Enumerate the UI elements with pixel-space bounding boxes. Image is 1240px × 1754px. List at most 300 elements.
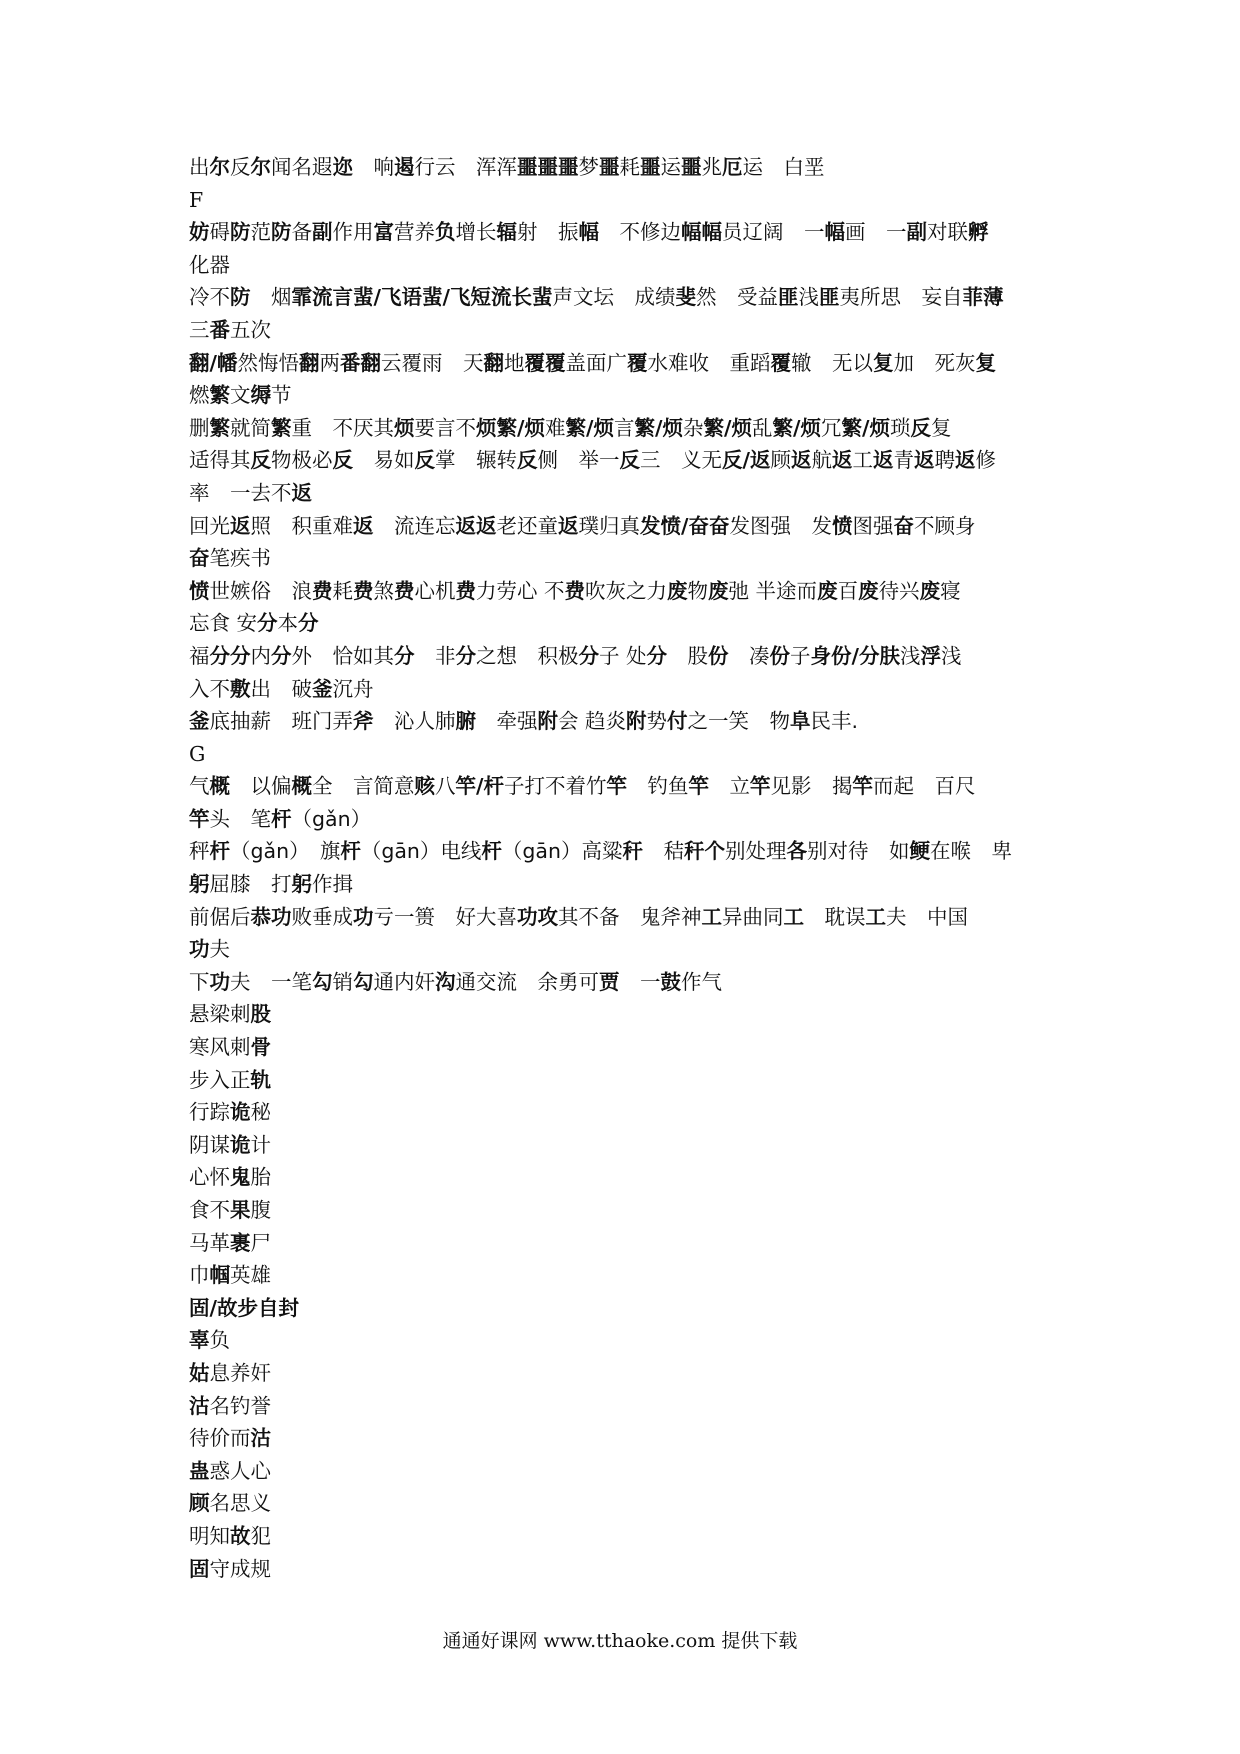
emphasized-char: 翻/幡	[189, 350, 238, 375]
text-segment: 不修边	[599, 220, 681, 245]
text-segment: 备	[291, 220, 312, 245]
text-segment: 笔疾书	[209, 546, 271, 571]
emphasized-char: 防	[271, 220, 292, 245]
text-segment: 兆	[701, 155, 722, 179]
text-line	[189, 1259, 1069, 1292]
text-line	[189, 1129, 1069, 1162]
text-segment: 亏一篑 好大喜	[373, 904, 517, 929]
text-segment: 夷所思 妄自	[839, 285, 963, 310]
text-segment: 冗	[821, 415, 842, 440]
text-segment: 惑人心	[209, 1458, 271, 1483]
emphasized-char: 愤	[832, 513, 853, 538]
text-segment: 百	[837, 578, 859, 603]
text-segment: 心机	[414, 578, 456, 603]
emphasized-char: 蛊	[189, 1458, 210, 1483]
text-segment: 福	[189, 643, 210, 668]
emphasized-char: 腑	[455, 709, 476, 734]
emphasized-char: 尔	[250, 155, 271, 179]
text-segment: （gǎn） 旗	[230, 839, 341, 864]
text-segment: 待价而	[189, 1426, 251, 1451]
text-segment: 英雄	[230, 1263, 271, 1288]
emphasized-char: 翻	[299, 350, 320, 375]
text-segment: 而起 百尺	[873, 774, 976, 799]
text-segment: 计	[250, 1132, 271, 1157]
text-line	[189, 901, 1069, 934]
section-letter	[189, 738, 1069, 771]
text-segment: 碍	[209, 220, 230, 245]
emphasized-char: 杆	[481, 839, 502, 864]
emphasized-char: 返	[955, 448, 976, 473]
text-segment: 步入正	[189, 1067, 251, 1092]
text-segment: 难	[545, 415, 566, 440]
text-segment: 非	[414, 643, 456, 668]
emphasized-char: 繁/烦	[634, 415, 683, 440]
emphasized-char: 固/故步自封	[189, 1295, 299, 1320]
emphasized-char: 覆覆	[524, 350, 566, 375]
footer-url[interactable]: www.tthaoke.com	[543, 1630, 716, 1652]
text-segment: 异曲同	[722, 904, 784, 929]
text-segment: 心怀	[189, 1165, 230, 1190]
text-segment: 巾	[189, 1263, 210, 1288]
emphasized-char: 厄	[722, 155, 743, 179]
emphasized-char: 霏流言蜚/飞语蜚/飞短流长蜚	[291, 285, 553, 310]
emphasized-char: 工	[865, 904, 886, 929]
text-line	[189, 249, 1069, 282]
text-segment: 梦	[578, 155, 599, 179]
emphasized-char: 杆	[340, 839, 361, 864]
text-segment: 之想 积极	[476, 643, 579, 668]
text-line	[189, 1422, 1069, 1455]
emphasized-char: 复	[975, 350, 996, 375]
text-segment: 世嫉俗 浪	[209, 578, 312, 603]
text-line	[189, 444, 1069, 477]
text-segment: 浅	[798, 285, 819, 310]
emphasized-char: 妨	[189, 220, 210, 245]
text-line	[189, 1227, 1069, 1260]
text-segment: 聘	[934, 448, 955, 473]
text-line	[189, 1096, 1069, 1129]
emphasized-char: 故	[230, 1523, 251, 1548]
text-segment: 物	[687, 578, 709, 603]
emphasized-char: 反	[517, 448, 538, 473]
emphasized-char: 斧	[353, 709, 374, 734]
emphasized-char: 繁/烦	[772, 415, 821, 440]
page-footer	[0, 1626, 1240, 1656]
emphasized-char: 废	[858, 578, 879, 603]
text-segment: 航	[811, 448, 832, 473]
text-segment: 沉舟	[332, 676, 374, 701]
emphasized-char: 幅幅	[681, 220, 722, 245]
text-line	[189, 966, 1069, 999]
emphasized-char: 废	[919, 578, 941, 603]
text-segment: 水难收 重蹈	[647, 350, 771, 375]
text-segment: 名思义	[209, 1491, 271, 1516]
text-line	[189, 281, 1069, 314]
text-segment: 两	[319, 350, 340, 375]
emphasized-char: 概	[291, 774, 312, 799]
text-segment: 气	[189, 774, 210, 799]
emphasized-char: 恭功	[250, 904, 292, 929]
text-line	[189, 1357, 1069, 1390]
emphasized-char: 返	[832, 448, 853, 473]
text-segment: 易如	[353, 448, 415, 473]
text-segment: 要言不	[414, 415, 476, 440]
text-segment: 璞归真	[578, 513, 640, 538]
emphasized-char: 繁	[209, 383, 230, 408]
text-segment: 立	[709, 774, 750, 799]
text-segment: 子打不着竹	[504, 774, 607, 799]
text-segment: 全 言简意	[312, 774, 415, 799]
text-segment: 屈膝 打	[209, 872, 292, 897]
emphasized-char: 沽	[250, 1426, 271, 1451]
emphasized-char: 噩	[640, 155, 661, 179]
text-segment: 耗	[332, 578, 353, 603]
emphasized-char: 秆个	[683, 839, 725, 864]
emphasized-char: 躬	[189, 872, 210, 897]
emphasized-char: 功攻	[517, 904, 558, 929]
emphasized-char: 功	[189, 937, 210, 962]
text-line	[189, 314, 1069, 347]
emphasized-char: 勾	[312, 969, 333, 994]
emphasized-char: 分	[271, 643, 292, 668]
emphasized-char: 废	[817, 578, 838, 603]
emphasized-char: 繁/烦	[565, 415, 614, 440]
emphasized-char: 勾	[353, 969, 374, 994]
text-segment: 胎	[250, 1165, 271, 1190]
emphasized-char: 敷	[230, 676, 251, 701]
text-segment: 重 不厌其	[291, 415, 394, 440]
text-segment: 青	[893, 448, 914, 473]
emphasized-char: 废	[667, 578, 688, 603]
emphasized-char: 帼	[209, 1263, 230, 1288]
emphasized-char: 躬	[291, 872, 312, 897]
emphasized-char: 反	[619, 448, 640, 473]
emphasized-char: 分	[257, 611, 278, 636]
text-segment: 增长	[455, 220, 497, 245]
emphasized-char: 诡	[230, 1100, 251, 1125]
emphasized-char: 返	[291, 480, 312, 505]
text-line	[189, 835, 1069, 868]
text-segment: 夫 中国	[886, 904, 968, 929]
emphasized-char: 翻	[483, 350, 504, 375]
emphasized-char: 噩	[681, 155, 702, 179]
emphasized-char: 秆	[622, 839, 643, 864]
text-segment: 辙 无以	[791, 350, 873, 375]
text-segment: 三	[189, 317, 210, 342]
emphasized-char: 附	[626, 709, 647, 734]
emphasized-char: 工	[701, 904, 722, 929]
text-segment: 下	[189, 969, 210, 994]
text-segment: 阴谋	[189, 1132, 230, 1157]
text-segment: 秸	[642, 839, 684, 864]
text-segment: 一	[619, 969, 661, 994]
text-line	[189, 1553, 1069, 1586]
text-segment: 冷不	[189, 285, 230, 310]
text-segment: 盖面广	[565, 350, 627, 375]
emphasized-char: 工	[783, 904, 804, 929]
text-segment: 行踪	[189, 1100, 230, 1125]
text-segment: 作气	[681, 969, 722, 994]
text-segment: 秤	[189, 839, 210, 864]
emphasized-char: 返	[873, 448, 894, 473]
text-line	[189, 542, 1069, 575]
emphasized-char: 副	[906, 220, 927, 245]
text-segment: 守成规	[209, 1556, 271, 1581]
emphasized-char: 固	[189, 1556, 210, 1581]
emphasized-char: 奋	[893, 513, 914, 538]
text-segment: 修	[975, 448, 996, 473]
emphasized-char: 愤	[189, 578, 210, 603]
text-segment: （gān）高粱	[501, 839, 623, 864]
text-segment: 老还童	[496, 513, 558, 538]
emphasized-char: 辐	[496, 220, 517, 245]
emphasized-char: 分	[578, 643, 599, 668]
emphasized-char: 孵	[968, 220, 989, 245]
text-line	[189, 998, 1069, 1031]
emphasized-char: 幅	[578, 220, 599, 245]
text-segment: 回光	[189, 513, 230, 538]
emphasized-char: 釜	[312, 676, 333, 701]
text-line	[189, 412, 1069, 445]
text-segment: 头 笔	[209, 806, 271, 831]
text-line	[189, 933, 1069, 966]
section-letter	[189, 184, 1069, 217]
text-line	[189, 151, 1069, 184]
text-segment: 子 处	[599, 643, 647, 668]
text-segment: 食不	[189, 1198, 230, 1222]
emphasized-char: 鼓	[660, 969, 681, 994]
emphasized-char: 沽	[189, 1393, 210, 1418]
emphasized-char: 贾	[599, 969, 620, 994]
text-segment: 照 积重难	[250, 513, 353, 538]
emphasized-char: 副	[312, 220, 333, 245]
emphasized-char: 返	[791, 448, 812, 473]
emphasized-char: 返	[914, 448, 935, 473]
text-segment: 行云 浑浑	[414, 155, 517, 179]
text-segment: 出	[189, 155, 210, 179]
emphasized-char: 反	[414, 448, 435, 473]
text-segment: 悬梁刺	[189, 1002, 251, 1027]
text-segment: 不顾身	[914, 513, 976, 538]
text-segment: 其不备 鬼斧神	[558, 904, 702, 929]
text-line	[189, 1292, 1069, 1325]
text-line	[189, 705, 1069, 738]
text-segment: 忘食 安	[189, 611, 258, 636]
emphasized-char: 概	[209, 774, 230, 799]
text-segment: 节	[271, 383, 292, 408]
text-segment: 作揖	[312, 872, 353, 897]
text-segment: 沁人肺	[373, 709, 456, 734]
text-segment: 响	[353, 155, 394, 179]
text-segment: 弛 半途而	[728, 578, 818, 603]
text-segment: 五次	[230, 317, 271, 342]
text-segment: 耽误	[804, 904, 866, 929]
text-segment: 画 一	[845, 220, 907, 245]
text-segment: 势	[646, 709, 668, 734]
text-segment: 浅	[900, 643, 921, 668]
emphasized-char: 份	[769, 643, 791, 668]
emphasized-char: 股	[250, 1002, 271, 1027]
emphasized-char: 返	[558, 513, 579, 538]
text-segment: 对联	[927, 220, 968, 245]
text-line	[189, 770, 1069, 803]
text-segment: 底抽薪 班门弄	[209, 709, 353, 734]
emphasized-char: 返	[230, 513, 251, 538]
footer-site-name: 通通好课网	[442, 1630, 538, 1652]
text-segment: 寒风刺	[189, 1035, 251, 1060]
emphasized-char: 竿	[606, 774, 627, 799]
text-segment: 尸	[250, 1230, 271, 1255]
text-segment: 侧 举一	[537, 448, 620, 473]
text-segment: 之一笑 物	[687, 709, 791, 734]
emphasized-char: 斐	[675, 285, 696, 310]
emphasized-char: 杆	[209, 839, 230, 864]
text-segment: 图强	[852, 513, 894, 538]
emphasized-char: 竿/杆	[455, 774, 504, 799]
text-line	[189, 868, 1069, 901]
text-segment: 前倨后	[189, 904, 251, 929]
text-line	[189, 379, 1069, 412]
footer-suffix: 提供下载	[721, 1630, 798, 1652]
emphasized-char: 烦繁/烦	[476, 415, 545, 440]
emphasized-char: 反	[910, 415, 931, 440]
text-segment: 八	[435, 774, 456, 799]
emphasized-char: 釜	[189, 709, 210, 734]
emphasized-char: 反/返	[722, 448, 771, 473]
text-segment: 息养奸	[209, 1360, 271, 1385]
emphasized-char: 繁	[271, 415, 292, 440]
text-segment: 适得其	[189, 448, 251, 473]
emphasized-char: 防	[230, 220, 251, 245]
text-segment: 腹	[250, 1198, 271, 1222]
text-segment: 燃	[189, 383, 210, 408]
text-segment: 股	[667, 643, 709, 668]
emphasized-char: 分	[455, 643, 476, 668]
document-body	[189, 151, 1069, 1585]
emphasized-char: 分分	[209, 643, 251, 668]
text-segment: 民丰.	[810, 709, 859, 734]
text-line	[189, 673, 1069, 706]
text-segment: 掌 辗转	[435, 448, 517, 473]
text-segment: G	[189, 741, 206, 766]
text-line	[189, 1455, 1069, 1488]
text-segment: 通内奸	[373, 969, 435, 994]
emphasized-char: 发愤/奋奋	[640, 513, 730, 538]
text-segment: 夫 一笔	[230, 969, 312, 994]
text-segment: 寝	[940, 578, 961, 603]
emphasized-char: 附	[537, 709, 558, 734]
text-segment: 三 义无	[640, 448, 722, 473]
text-line	[189, 1194, 1069, 1227]
emphasized-char: 沟	[435, 969, 456, 994]
text-line	[189, 575, 1069, 608]
text-segment: 浅	[941, 643, 962, 668]
text-segment: 明知	[189, 1523, 230, 1548]
text-segment: 内	[250, 643, 271, 668]
text-segment: 射 振	[517, 220, 579, 245]
text-segment: 地	[504, 350, 525, 375]
emphasized-char: 分	[394, 643, 415, 668]
text-segment: 入不	[189, 676, 230, 701]
text-segment: 本	[277, 611, 299, 636]
text-segment: 率 一去不	[189, 480, 292, 505]
text-segment: 运 白垩	[742, 155, 825, 179]
emphasized-char: 繁	[209, 415, 230, 440]
text-segment: 犯	[250, 1523, 271, 1548]
text-line	[189, 640, 1069, 673]
text-segment: 然 受益	[695, 285, 778, 310]
text-segment: 复	[931, 415, 952, 440]
emphasized-char: 覆	[627, 350, 648, 375]
text-segment: 范	[250, 220, 271, 245]
emphasized-char: 阜	[790, 709, 811, 734]
emphasized-char: 份	[708, 643, 729, 668]
text-segment: 钓鱼	[627, 774, 689, 799]
emphasized-char: 幅	[824, 220, 845, 245]
text-segment: 反	[230, 155, 251, 179]
emphasized-char: 鬼	[230, 1165, 251, 1190]
text-segment: 吹灰之力	[585, 578, 668, 603]
text-segment: 运	[660, 155, 681, 179]
emphasized-char: 费	[353, 578, 374, 603]
emphasized-char: 菲薄	[962, 285, 1004, 310]
text-segment: 声文坛 成绩	[552, 285, 676, 310]
text-segment: 顾	[770, 448, 791, 473]
emphasized-char: 分	[298, 611, 319, 636]
text-segment: 耗	[619, 155, 640, 179]
text-segment: 凑	[728, 643, 770, 668]
emphasized-char: 各	[786, 839, 807, 864]
text-segment: 物极必	[271, 448, 333, 473]
emphasized-char: 赅	[414, 774, 435, 799]
emphasized-char: 竿	[852, 774, 873, 799]
emphasized-char: 费	[455, 578, 476, 603]
emphasized-char: 反	[332, 448, 353, 473]
emphasized-char: 返返	[455, 513, 497, 538]
text-line	[189, 1390, 1069, 1423]
emphasized-char: 轨	[250, 1067, 271, 1092]
text-segment: F	[189, 187, 204, 212]
emphasized-char: 噩	[599, 155, 620, 179]
emphasized-char: 姑	[189, 1360, 210, 1385]
emphasized-char: 遏	[394, 155, 415, 179]
text-segment: 秘	[250, 1100, 271, 1125]
text-segment: （gān）电线	[360, 839, 482, 864]
emphasized-char: 浮	[920, 643, 942, 668]
text-line	[189, 347, 1069, 380]
text-segment: 流连忘	[373, 513, 456, 538]
text-line	[189, 1487, 1069, 1520]
text-line	[189, 477, 1069, 510]
text-segment: 马革	[189, 1230, 230, 1255]
text-segment: 力劳心 不	[476, 578, 565, 603]
emphasized-char: 尔	[209, 155, 230, 179]
text-segment: 工	[852, 448, 873, 473]
text-segment: 会 趋炎	[558, 709, 627, 734]
text-segment: 败垂成	[291, 904, 353, 929]
emphasized-char: 匪	[818, 285, 840, 310]
text-line	[189, 1520, 1069, 1553]
text-segment: 以偏	[230, 774, 292, 799]
emphasized-char: 缛	[250, 383, 271, 408]
text-segment: 外 恰如其	[291, 643, 394, 668]
emphasized-char: 匪	[777, 285, 799, 310]
text-segment: 烟	[250, 285, 292, 310]
text-segment: 营养	[394, 220, 435, 245]
text-line	[189, 1161, 1069, 1194]
text-segment: 加 死灰	[893, 350, 976, 375]
emphasized-char: 烦	[394, 415, 415, 440]
